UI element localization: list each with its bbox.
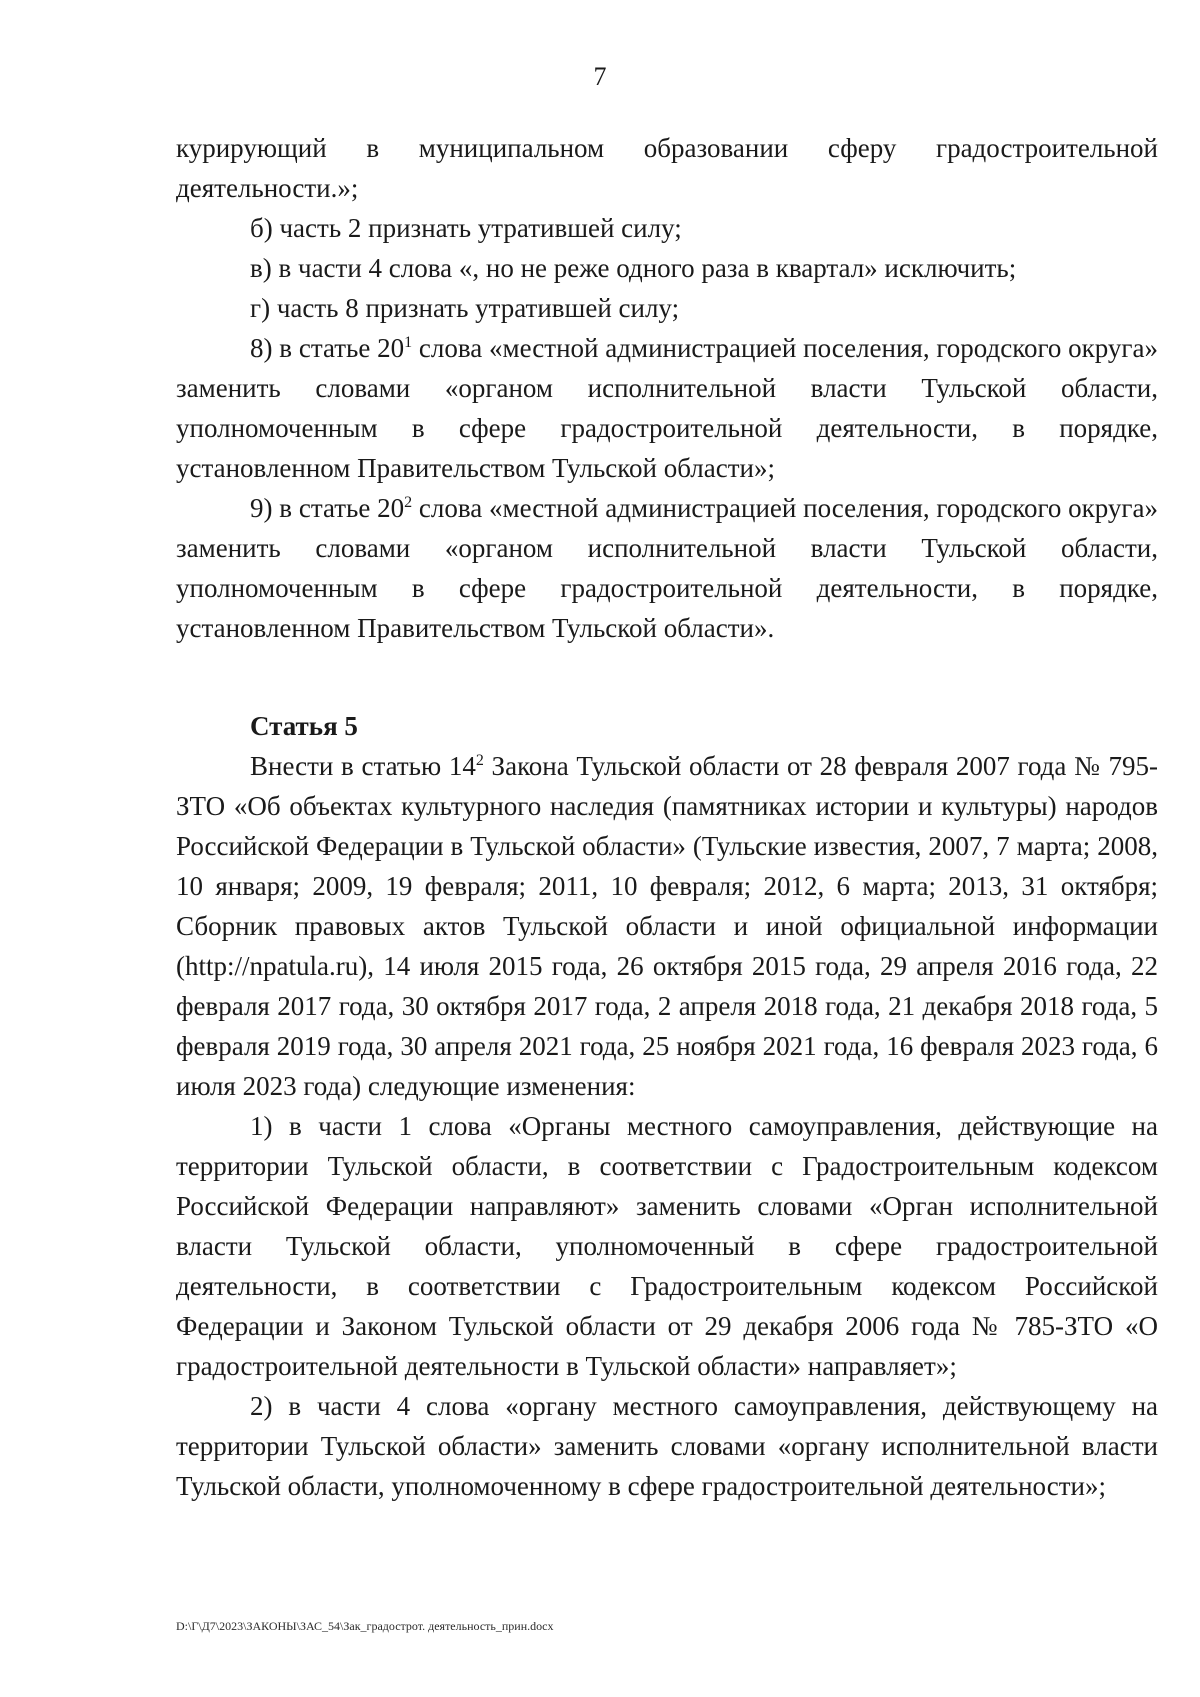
item-8-superscript: 1: [404, 334, 413, 351]
footer-file-path: D:\Г\Д7\2023\ЗАКОНЫ\ЗАС_54\Зак_градострот. деятельность_прин.docx: [176, 1619, 554, 1633]
article-5-intro-superscript: 2: [475, 752, 484, 769]
item-9-superscript: 2: [404, 494, 413, 511]
page-number: 7: [593, 62, 607, 91]
paragraph-item-b: б) часть 2 признать утратившей силу;: [250, 213, 682, 243]
item-9-after: слова «местной администрацией поселения, городского округа» заменить словами «органом исполнительной власти Тульской области, уполномоченным в сфере градостроительной деятельности, в порядке, установленном Правительством Тульской области».: [176, 493, 1158, 643]
article-5-item-1: 1) в части 1 слова «Органы местного самоуправления, действующие на территории Тульской области, в соответствии с Градостроительным кодексом Российской Федерации направляют» заменить словами «Орган исполнительной власти Тульской области, уполномоченный в сфере градостроительной деятельности, в соответствии с Градостроительным кодексом Российской Федерации и Законом Тульской области от 29 декабря 2006 года № 785-ЗТО «О градостроительной деятельности в Тульской области» направляет»;: [176, 1111, 1158, 1381]
article-5-intro-after: Закона Тульской области от 28 февраля 2007 года № 795-ЗТО «Об объектах культурного наследия (памятниках истории и культуры) народов Российской Федерации в Тульской области» (Тульские известия, 2007, 7 марта; 2008, 10 января; 2009, 19 февраля; 2011, 10 февраля; 2012, 6 марта; 2013, 31 октября; Сборник правовых актов Тульской области и иной официальной информации (http://npatula.ru), 14 июля 2015 года, 26 октября 2015 года, 29 апреля 2016 года, 22 февраля 2017 года, 30 октября 2017 года, 2 апреля 2018 года, 21 декабря 2018 года, 5 февраля 2019 года, 30 апреля 2021 года, 25 ноября 2021 года, 16 февраля 2023 года, 6 июля 2023 года) следующие изменения:: [176, 751, 1158, 1101]
paragraph-item-8: [176, 328, 1158, 488]
paragraph-item-9: [176, 488, 1158, 648]
item-8-before: 8) в статье 20: [250, 333, 405, 363]
item-8-after: слова «местной администрацией поселения, городского округа» заменить словами «органом исполнительной власти Тульской области, уполномоченным в сфере градостроительной деятельности, в порядке, установленном Правительством Тульской области»;: [176, 333, 1158, 483]
article-5-intro: [176, 746, 1158, 1106]
article-5-intro-before: Внести в статью 14: [250, 751, 476, 781]
item-9-before: 9) в статье 20: [250, 493, 405, 523]
paragraph-item-g: г) часть 8 признать утратившей силу;: [250, 293, 680, 323]
paragraph-continuation: курирующий в муниципальном образовании сферу градостроительной деятельности.»;: [176, 133, 1158, 203]
document-body: [176, 128, 1158, 1506]
paragraph-item-v: в) в части 4 слова «, но не реже одного раза в квартал» исключить;: [250, 253, 1017, 283]
article-5-item-2: 2) в части 4 слова «органу местного самоуправления, действующему на территории Тульской области» заменить словами «органу исполнительной власти Тульской области, уполномоченному в сфере градостроительной деятельности»;: [176, 1391, 1158, 1501]
article-5-heading: Статья 5: [250, 711, 358, 741]
